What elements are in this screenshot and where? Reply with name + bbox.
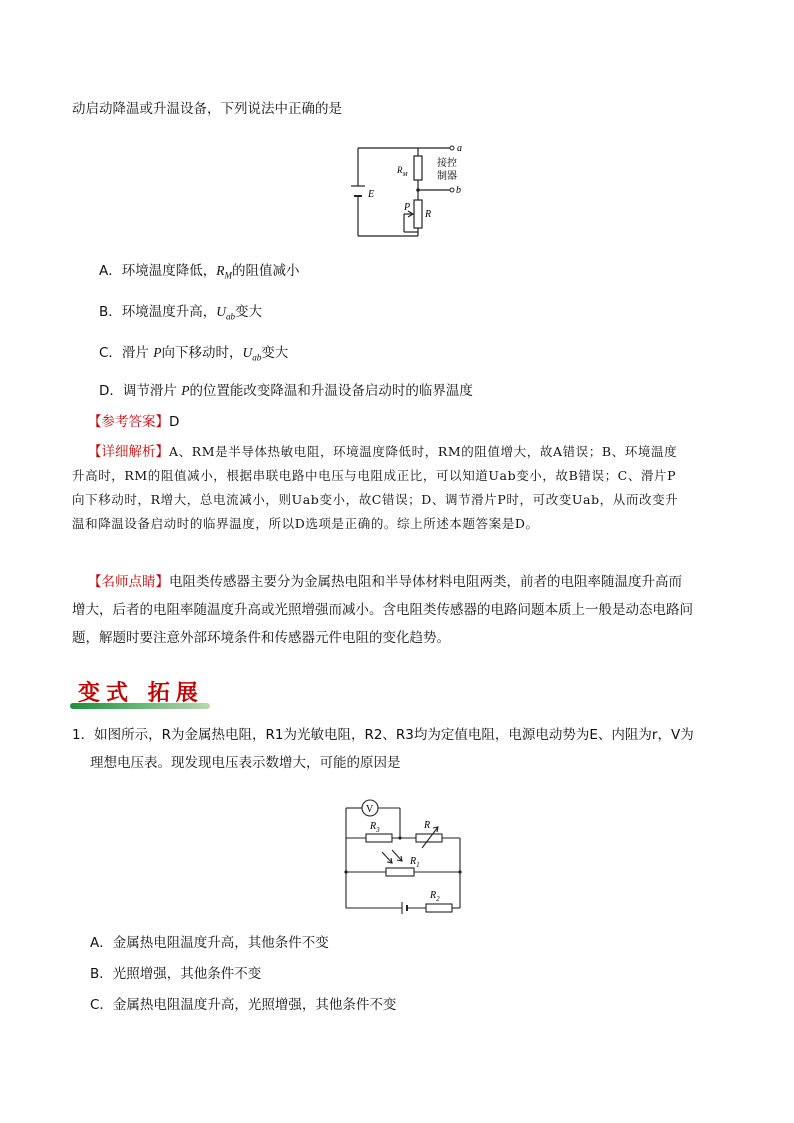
option-d: D．调节滑片 P的位置能改变降温和升温设备启动时的临界温度 <box>99 383 473 399</box>
detail-line-3: 向下移动时，R增大，总电流减小，则Uab变小，故C错误；D、调节滑片P时，可改变Uab，从而改变升 <box>72 492 679 507</box>
r2-label: $R_2$ <box>430 890 440 903</box>
r1-label: $R_1$ <box>410 856 420 869</box>
circuit-diagram-1 <box>350 140 470 242</box>
detail-line-4: 温和降温设备启动时的临界温度，所以D选项是正确的。综上所述本题答案是D。 <box>72 516 539 531</box>
teacher-tip <box>72 568 724 652</box>
q2-option-b: B．光照增强，其他条件不变 <box>90 966 262 982</box>
detail-line-2: 升高时，RM的阻值减小，根据串联电路中电压与电阻成正比，可以知道Uab变小，故B错误；C、滑片P <box>72 468 677 483</box>
p-label: P <box>404 202 411 213</box>
r-label: R <box>425 209 432 220</box>
tip-line-3: 题，解题时要注意外部环境条件和传感器元件电阻的变化趋势。 <box>72 630 450 646</box>
question-intro-tail: 动启动降温或升温设备，下列说法中正确的是 <box>72 101 342 117</box>
detail-line-1: A、RM是半导体热敏电阻，环境温度降低时，RM的阻值增大，故A错误；B、环境温度 <box>169 444 678 459</box>
detail-explanation <box>72 440 724 536</box>
section-heading: 变式 拓展 <box>78 680 204 706</box>
terminal-b-label: b <box>456 185 461 196</box>
circuit-diagram-2 <box>338 796 466 916</box>
detail-label: 【详细解析】 <box>88 444 169 460</box>
rm-label: $R_M$ <box>397 165 408 178</box>
answer-value: D <box>169 414 180 430</box>
r3-label: $R_3$ <box>370 821 380 834</box>
controller-label-2: 制器 <box>437 171 457 182</box>
option-b: B．环境温度升高，$U_{ab}$变大 <box>99 304 263 322</box>
question-2-line-2: 理想电压表。现发现电压表示数增大，可能的原因是 <box>90 755 401 771</box>
answer-label: 【参考答案】 <box>88 414 169 430</box>
voltmeter-label: V <box>366 804 374 815</box>
option-c: C．滑片 P向下移动时，$U_{ab}$变大 <box>99 345 289 363</box>
question-2-line-1: 1．如图所示，R为金属热电阻，R1为光敏电阻，R2、R3均为定值电阻，电源电动势为E、内阻为r，V为 <box>72 727 694 743</box>
r-label-2: R <box>424 820 431 831</box>
tip-line-1: 电阻类传感器主要分为金属热电阻和半导体材料电阻两类，前者的电阻率随温度升高而 <box>169 574 682 590</box>
controller-label-1: 接控 <box>437 158 457 169</box>
option-a: A．环境温度降低，$R_M$的阻值减小 <box>99 263 300 281</box>
tip-label: 【名师点睛】 <box>88 574 169 590</box>
q2-option-a: A．金属热电阻温度升高，其他条件不变 <box>90 935 329 951</box>
answer-line <box>88 413 179 431</box>
tip-line-2: 增大，后者的电阻率随温度升高或光照增强而减小。含电阻类传感器的电路问题本质上一般是动态电路问 <box>72 602 693 618</box>
terminal-a-label: a <box>457 143 462 154</box>
q2-option-c: C．金属热电阻温度升高，光照增强，其他条件不变 <box>90 997 397 1013</box>
battery-label: E <box>368 189 375 200</box>
